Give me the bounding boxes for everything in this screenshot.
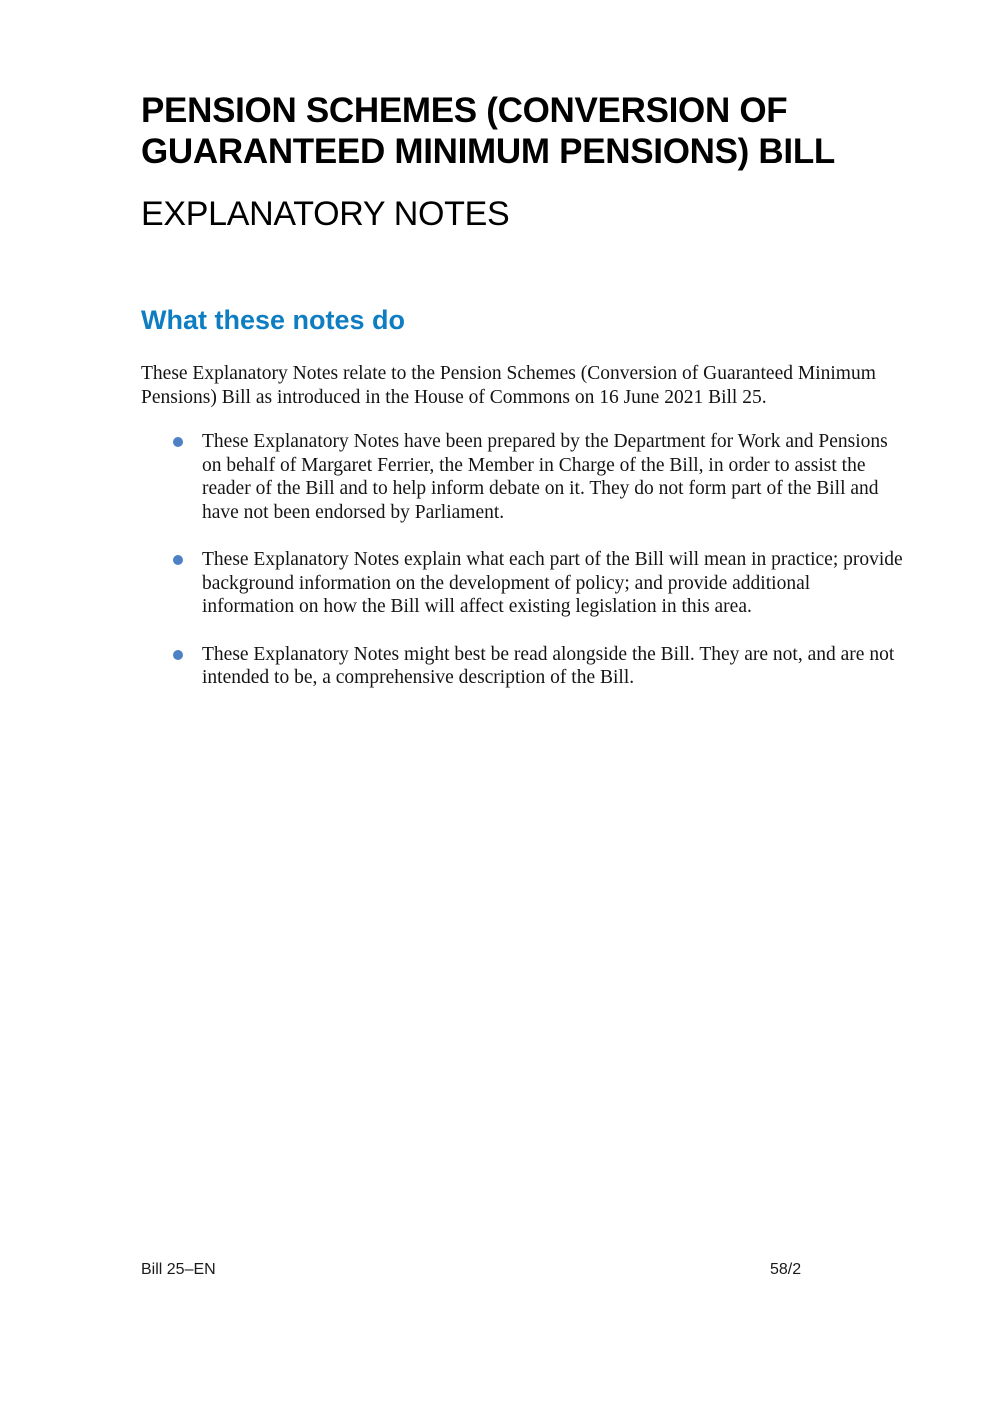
- section-heading: What these notes do: [141, 305, 406, 335]
- document-subtitle: EXPLANATORY NOTES: [141, 195, 510, 233]
- bullet-icon: [173, 650, 183, 660]
- intro-paragraph: These Explanatory Notes relate to the Pension Schemes (Conversion of Guaranteed Minimum Pensions) Bill as introduced in the House of Commons on 16 June 2021 Bill 25.: [141, 363, 876, 408]
- bullet-item: [141, 430, 903, 524]
- bullet-icon: [173, 437, 183, 447]
- bullet-text: These Explanatory Notes explain what each part of the Bill will mean in practice; provide background information on the development of policy; and provide additional information on how the Bill will affect existing legislation in this area.: [202, 549, 903, 617]
- footer-session-number: 58/2: [770, 1261, 802, 1278]
- notes-bullet-list: [141, 430, 903, 690]
- page-footer: [141, 1259, 903, 1281]
- bullet-item: [141, 548, 903, 619]
- footer-bill-number: Bill 25–EN: [141, 1261, 216, 1278]
- bullet-text: These Explanatory Notes might best be read alongside the Bill. They are not, and are not intended to be, a comprehensive description of the Bill.: [202, 643, 895, 688]
- bullet-icon: [173, 555, 183, 565]
- bullet-item: [141, 643, 903, 690]
- document-content: [141, 0, 903, 714]
- document-title: PENSION SCHEMES (CONVERSION OF GUARANTEED MINIMUM PENSIONS) BILL: [141, 91, 835, 171]
- bullet-text: These Explanatory Notes have been prepared by the Department for Work and Pensions on behalf of Margaret Ferrier, the Member in Charge of the Bill, in order to assist the reader of the Bill and to help inform debate on it. They do not form part of the Bill and have not been endorsed by Parliament.: [202, 431, 888, 523]
